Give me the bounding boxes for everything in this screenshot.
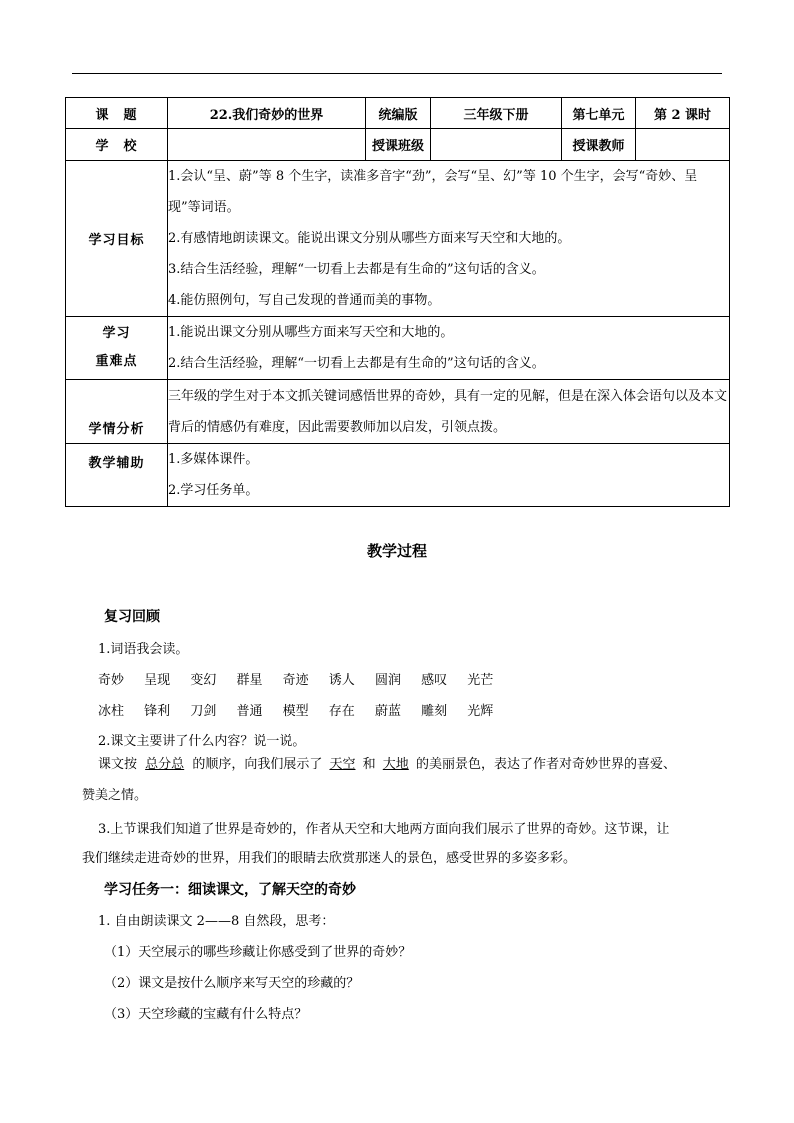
question-3-line-2: 我们继续走进奇妙的世界，用我们的眼睛去欣赏那迷人的景色，感受世界的多姿多彩。 [82,851,577,866]
question-3-line-1: 3.上节课我们知道了世界是奇妙的，作者从天空和大地两方面向我们展示了世界的奇妙。这节课，让 [98,822,670,837]
key-label-line: 重难点 [95,354,138,369]
blank-answer: 总分总 [145,757,185,772]
lesson-title: 22.我们奇妙的世界 [168,98,366,129]
word: 光芒 [467,673,494,688]
word: 群星 [236,673,263,688]
header-rule [72,73,722,74]
word: 蔚蓝 [374,704,401,719]
aid-item: 1.多媒体课件。 [168,452,259,467]
table-row [66,444,730,507]
label-teacher: 授课教师 [562,129,636,161]
word-list-row-2 [98,700,509,719]
summary-text: 课文按 [98,757,138,772]
word: 光辉 [467,704,494,719]
word: 奇妙 [98,673,125,688]
question-1: 1.词语我会读。 [98,642,189,657]
section-title: 教学过程 [366,542,427,560]
label-school: 学 校 [66,129,168,161]
task-1-sub: （3）天空珍藏的宝藏有什么特点？ [104,1007,308,1022]
goal-item: 1.会认“呈、蔚”等 8 个生字，读准多音字“劲”，会写“呈、幻”等 10 个生字，会写“奇妙、呈现”等词语。 [168,169,698,215]
table-row [66,98,730,129]
school-value [168,129,366,161]
table-row [66,380,730,444]
task-1-heading: 学习任务一：细读课文，了解天空的奇妙 [104,882,356,898]
label-analysis: 学情分析 [66,380,168,444]
aids-cell [168,444,730,507]
summary-text: 和 [362,757,376,772]
period: 第 2 课时 [636,98,730,129]
word: 冰柱 [98,704,125,719]
aid-item: 2.学习任务单。 [168,483,259,498]
word: 感叹 [421,673,448,688]
key-point-item: 1.能说出课文分别从哪些方面来写天空和大地的。 [168,325,454,340]
table-row [66,129,730,161]
unit: 第七单元 [562,98,636,129]
goal-item: 4.能仿照例句，写自己发现的普通而美的事物。 [168,293,441,308]
word: 刀剑 [190,704,217,719]
word-list-row-1 [98,669,509,688]
label-aids: 教学辅助 [66,444,168,507]
blank-answer: 大地 [382,757,409,772]
word: 奇迹 [282,673,309,688]
edition: 统编版 [366,98,431,129]
task-1-sub: （2）课文是按什么顺序来写天空的珍藏的？ [104,976,360,991]
label-goals: 学习目标 [66,161,168,317]
word: 变幻 [190,673,217,688]
summary-text: 的美丽景色，表达了作者对奇妙世界的喜爱、 [415,757,676,772]
blank-answer: 天空 [329,757,356,772]
question-2: 2.课文主要讲了什么内容？说一说。 [98,734,306,749]
word: 雕刻 [421,704,448,719]
label-class: 授课班级 [366,129,431,161]
analysis-cell [168,380,730,444]
goal-item: 2.有感情地朗读课文。能说出课文分别从哪些方面来写天空和大地的。 [168,231,571,246]
word: 存在 [328,704,355,719]
label-key-points [66,317,168,380]
analysis-text: 三年级的学生对于本文抓关键词感悟世界的奇妙，具有一定的见解，但是在深入体会语句以及本文背后的情感仍有难度，因此需要教师加以启发，引领点拨。 [168,388,728,435]
goals-cell [168,161,730,317]
lesson-info-table [65,97,730,507]
summary-text: 的顺序，向我们展示了 [192,757,323,772]
word: 模型 [282,704,309,719]
task-1-question: 1. 自由朗读课文 2——8 自然段，思考： [98,914,335,929]
review-heading: 复习回顾 [104,609,160,625]
teacher-value [636,129,730,161]
key-label-line: 学习 [102,326,131,341]
key-points-cell [168,317,730,380]
class-value [431,129,562,161]
task-1-sub: （1）天空展示的哪些珍藏让你感受到了世界的奇妙？ [104,945,412,960]
goal-item: 3.结合生活经验，理解“一切看上去都是有生命的”这句话的含义。 [168,262,545,277]
grade: 三年级下册 [431,98,562,129]
word: 锋利 [144,704,171,719]
word: 圆润 [374,673,401,688]
table-row [66,161,730,317]
word: 呈现 [144,673,171,688]
summary-line [98,753,676,772]
word: 普通 [236,704,263,719]
key-point-item: 2.结合生活经验，理解“一切看上去都是有生命的”这句话的含义。 [168,356,545,371]
label-topic: 课 题 [66,98,168,129]
summary-line-2: 赞美之情。 [82,788,148,803]
table-row [66,317,730,380]
word: 诱人 [328,673,355,688]
